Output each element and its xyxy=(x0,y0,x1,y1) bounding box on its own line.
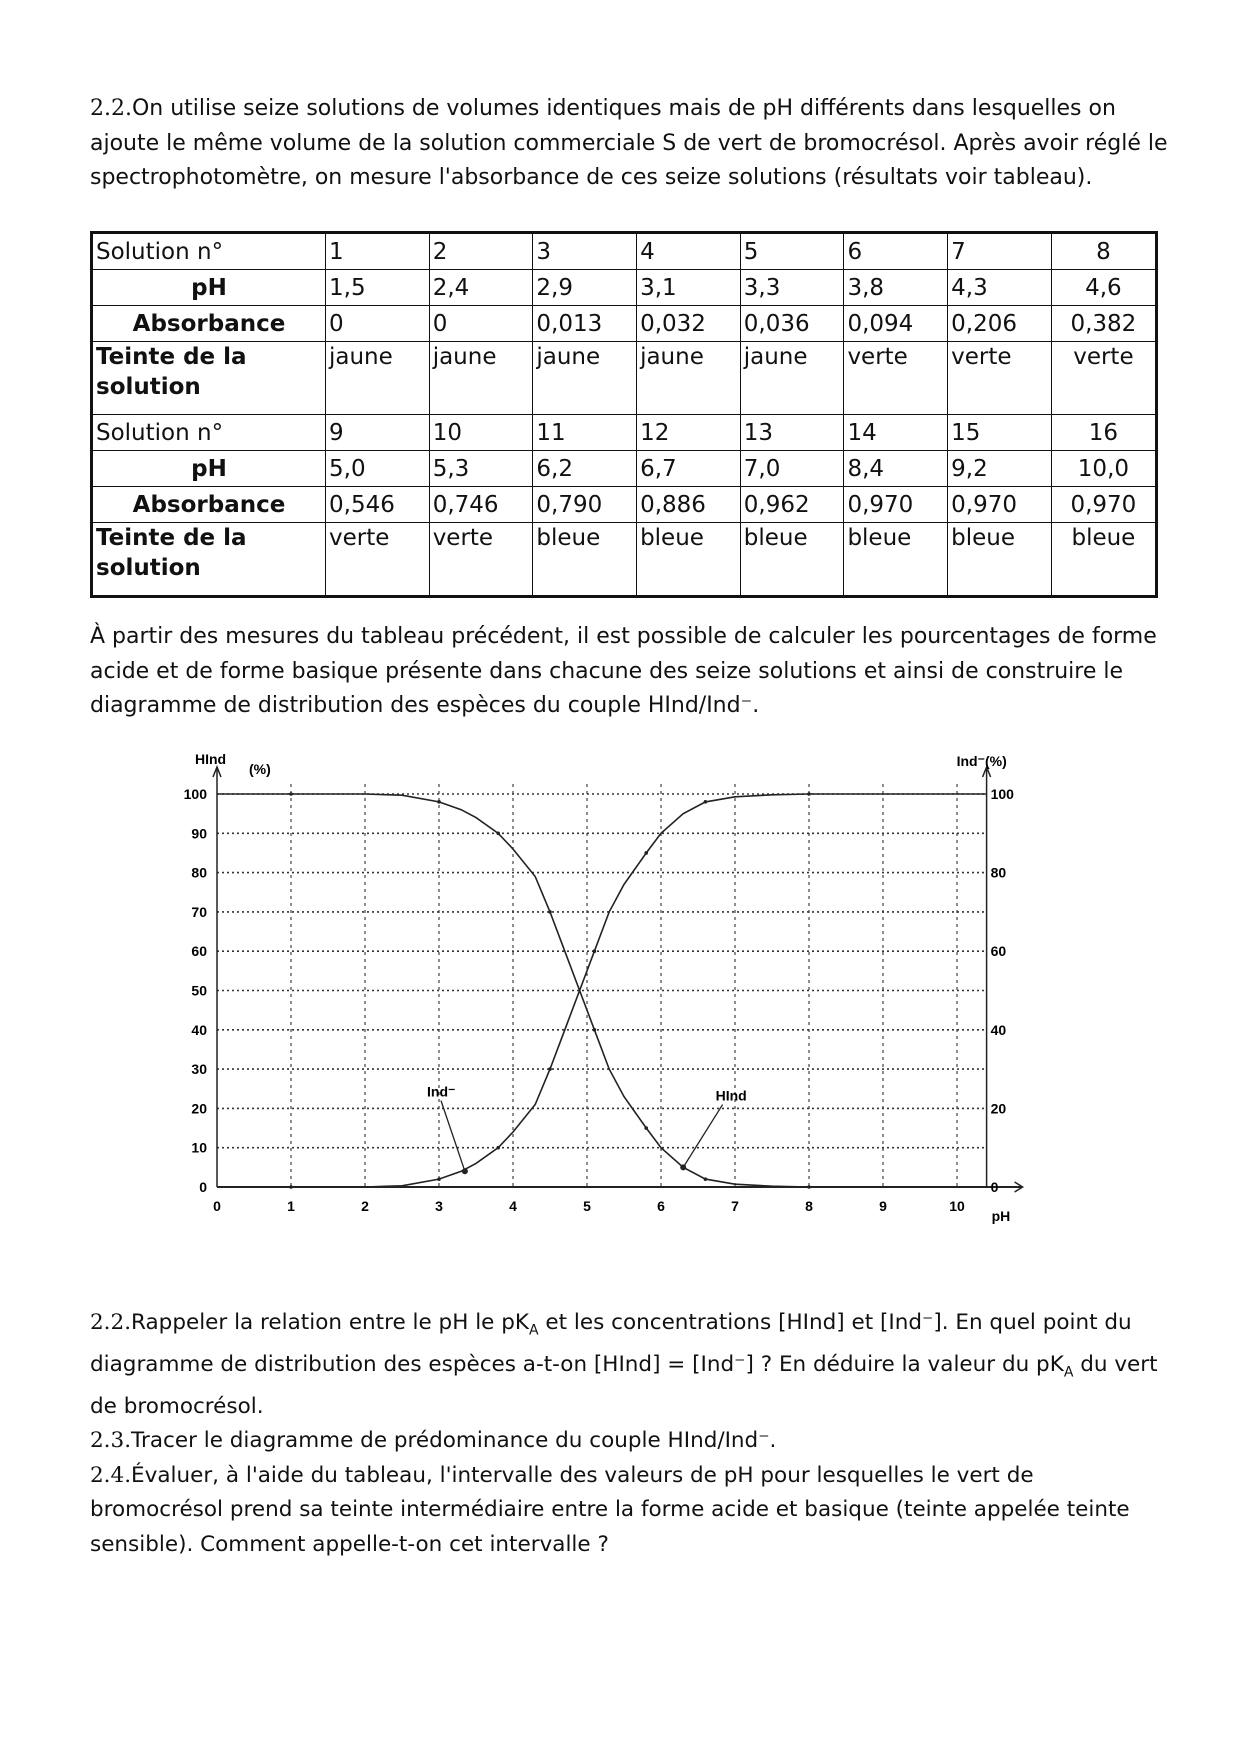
x-tick-label: 5 xyxy=(583,1198,591,1214)
question-text: Tracer le diagramme de prédominance du couple HInd/Ind⁻. xyxy=(131,1428,777,1454)
question-text: Rappeler la relation entre le pH le pK xyxy=(131,1310,529,1335)
x-tick-label: 4 xyxy=(509,1198,517,1214)
data-point xyxy=(704,800,708,804)
row-label: Teinte de la solution xyxy=(92,523,326,597)
row-label: pH xyxy=(92,270,326,306)
questions xyxy=(90,1306,1170,1562)
row-label: Absorbance xyxy=(92,487,326,523)
table-cell: 0,546 xyxy=(326,487,430,523)
y-axis-label-right: Ind⁻(%) xyxy=(956,753,1007,769)
table-cell: 0,970 xyxy=(844,487,948,523)
table-cell: 6 xyxy=(844,233,948,270)
table-cell: 10,0 xyxy=(1051,451,1156,487)
y-tick-label-left: 40 xyxy=(191,1021,207,1038)
data-point xyxy=(437,800,441,804)
table-cell: 0,970 xyxy=(948,487,1052,523)
table-cell: 0,382 xyxy=(1051,306,1156,342)
y-tick-label-left: 60 xyxy=(191,943,207,960)
table-cell: jaune xyxy=(326,342,430,415)
table-cell: 0 xyxy=(326,306,430,342)
table-cell: 12 xyxy=(637,415,741,451)
table-cell: bleue xyxy=(1051,523,1156,597)
x-tick-label: 9 xyxy=(879,1198,887,1214)
table-cell: 4 xyxy=(637,233,741,270)
table-cell: 3,3 xyxy=(740,270,844,306)
table-cell: 1,5 xyxy=(326,270,430,306)
table-cell: bleue xyxy=(740,523,844,597)
y-tick-label-left: 20 xyxy=(191,1100,207,1117)
table-cell: 9,2 xyxy=(948,451,1052,487)
annotation-arrow xyxy=(441,1101,465,1172)
table-cell: 16 xyxy=(1051,415,1156,451)
x-tick-label: 10 xyxy=(949,1198,965,1214)
after-table-text: À partir des mesures du tableau précédent, il est possible de calculer les pourcentages de forme acide et de forme basique présente dans chacune des seize solutions et ainsi de construire le diagramme de distribution des espèces du couple HInd/Ind⁻. xyxy=(90,624,1157,718)
table-cell: 15 xyxy=(948,415,1052,451)
row-label: Teinte de la solution xyxy=(92,342,326,415)
data-point xyxy=(704,1177,708,1181)
table-cell: 0,962 xyxy=(740,487,844,523)
table-cell: verte xyxy=(326,523,430,597)
table-cell: 5,0 xyxy=(326,451,430,487)
y-tick-label-right: 60 xyxy=(990,943,1007,960)
data-point xyxy=(496,832,500,836)
table-cell: jaune xyxy=(533,342,637,415)
table-cell: 7,0 xyxy=(740,451,844,487)
annotation-arrowhead-icon xyxy=(462,1168,468,1174)
data-point xyxy=(807,1185,811,1189)
table-cell: bleue xyxy=(844,523,948,597)
table-cell: 0 xyxy=(429,306,533,342)
table-cell: 8 xyxy=(1051,233,1156,270)
row-label: Solution n° xyxy=(92,233,326,270)
x-tick-label: 3 xyxy=(435,1198,443,1214)
row-label: pH xyxy=(92,451,326,487)
y-tick-label-left: 100 xyxy=(183,786,207,802)
data-point xyxy=(437,1177,441,1181)
data-point xyxy=(807,792,811,796)
section-number: 2.2. xyxy=(90,96,132,121)
annotation-arrow xyxy=(683,1105,722,1168)
table-cell: 0,886 xyxy=(637,487,741,523)
x-tick-label: 6 xyxy=(657,1198,665,1214)
table-cell: 4,3 xyxy=(948,270,1052,306)
question-number: 2.4. xyxy=(90,1462,132,1488)
question-2-3 xyxy=(90,1424,1170,1459)
question-text: Évaluer, à l'aide du tableau, l'intervalle des valeurs de pH pour lesquelles le vert de bromocrésol prend sa teinte intermédiaire entre la forme acide et basique (teinte appelée teinte sensible). Comment appelle-t-on cet intervalle ? xyxy=(90,1462,1130,1557)
y-tick-label-left: 0 xyxy=(199,1179,207,1195)
y-tick-label-left: 90 xyxy=(191,825,207,842)
annotation-arrowhead-icon xyxy=(680,1164,686,1170)
data-point xyxy=(644,1126,648,1130)
question-2-2 xyxy=(90,1306,1170,1424)
table-cell: verte xyxy=(948,342,1052,415)
table-cell: 2,4 xyxy=(429,270,533,306)
data-point xyxy=(289,1185,293,1189)
table-cell: 8,4 xyxy=(844,451,948,487)
data-point xyxy=(644,851,648,855)
table-cell: bleue xyxy=(533,523,637,597)
table-cell: bleue xyxy=(948,523,1052,597)
y-tick-label-left: 50 xyxy=(191,982,207,999)
y-tick-label-right: 80 xyxy=(990,864,1007,881)
table-cell: 0,036 xyxy=(740,306,844,342)
subscript: A xyxy=(1063,1364,1074,1381)
table-cell: 5,3 xyxy=(429,451,533,487)
table-cell: 13 xyxy=(740,415,844,451)
intro-text: On utilise seize solutions de volumes identiques mais de pH différents dans lesquelles on ajoute le même volume de la solution commerciale S de vert de bromocrésol. Après avoir réglé le spectrophotomètre, on mesure l'absorbance de ces seize solutions (résultats voir tableau). xyxy=(90,96,1168,190)
y-axis-label-left: HInd xyxy=(195,751,227,767)
data-point xyxy=(548,1067,552,1071)
question-2-4 xyxy=(90,1459,1170,1563)
table-cell: 9 xyxy=(326,415,430,451)
table-cell: 7 xyxy=(948,233,1052,270)
table-cell: 3,8 xyxy=(844,270,948,306)
y-tick-label-left: 70 xyxy=(191,903,207,920)
table-cell: verte xyxy=(1051,342,1156,415)
y-tick-label-left: 30 xyxy=(191,1061,207,1078)
data-point xyxy=(548,910,552,914)
table-cell: 5 xyxy=(740,233,844,270)
table-cell: 1 xyxy=(326,233,430,270)
table-cell: 2 xyxy=(429,233,533,270)
table-cell: 3 xyxy=(533,233,637,270)
table-cell: 10 xyxy=(429,415,533,451)
x-tick-label: 0 xyxy=(213,1198,221,1214)
table-cell: 0,013 xyxy=(533,306,637,342)
question-text: du vert de bromocrésol. xyxy=(90,1351,1158,1419)
table-cell: verte xyxy=(429,523,533,597)
y-tick-label-right: 0 xyxy=(990,1179,999,1195)
y-tick-label-right: 40 xyxy=(990,1021,1007,1038)
table-cell: 11 xyxy=(533,415,637,451)
table-cell: bleue xyxy=(637,523,741,597)
table-cell: 2,9 xyxy=(533,270,637,306)
y-axis-unit-left: (%) xyxy=(249,761,271,777)
table-cell: jaune xyxy=(740,342,844,415)
y-tick-label-left: 80 xyxy=(191,864,207,881)
data-point xyxy=(289,792,293,796)
table-cell: jaune xyxy=(637,342,741,415)
table-cell: verte xyxy=(844,342,948,415)
row-label: Solution n° xyxy=(92,415,326,451)
annotation-label: HInd xyxy=(715,1087,747,1104)
x-tick-label: 8 xyxy=(805,1198,813,1214)
data-point xyxy=(593,949,597,953)
question-number: 2.3. xyxy=(90,1428,132,1454)
question-number: 2.2. xyxy=(90,1310,132,1335)
y-tick-label-right: 100 xyxy=(990,786,1014,802)
question-text: et les concentrations [HInd] et [Ind⁻]. En quel point du diagramme de distribution des espèces a-t-on [HInd] = [Ind⁻] ? En déduire la valeur du pK xyxy=(90,1310,1132,1377)
subscript: A xyxy=(529,1322,539,1339)
x-tick-label: 2 xyxy=(361,1198,369,1214)
x-tick-label: 7 xyxy=(731,1198,739,1214)
data-point xyxy=(593,1028,597,1032)
table-cell: 14 xyxy=(844,415,948,451)
y-tick-label-left: 10 xyxy=(191,1139,207,1156)
x-tick-label: 1 xyxy=(287,1198,295,1214)
table-cell: jaune xyxy=(429,342,533,415)
table-cell: 0,790 xyxy=(533,487,637,523)
table-cell: 4,6 xyxy=(1051,270,1156,306)
row-label: Absorbance xyxy=(92,306,326,342)
y-tick-label-right: 20 xyxy=(990,1100,1007,1117)
table-cell: 3,1 xyxy=(637,270,741,306)
table-cell: 0,032 xyxy=(637,306,741,342)
table-cell: 6,2 xyxy=(533,451,637,487)
x-axis-label: pH xyxy=(991,1208,1011,1224)
table-cell: 0,094 xyxy=(844,306,948,342)
table-cell: 0,206 xyxy=(948,306,1052,342)
data-point xyxy=(496,1146,500,1150)
table-cell: 6,7 xyxy=(637,451,741,487)
annotation-label: Ind⁻ xyxy=(427,1083,456,1100)
table-cell: 0,746 xyxy=(429,487,533,523)
table-cell: 0,970 xyxy=(1051,487,1156,523)
